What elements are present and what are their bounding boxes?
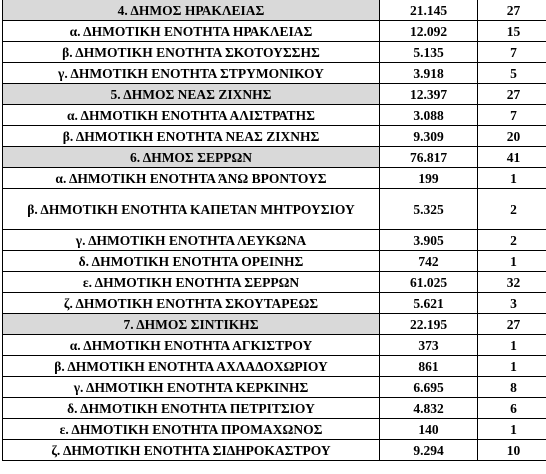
- unit-name-cell: β. ΔΗΜΟΤΙΚΗ ΕΝΟΤΗΤΑ ΝΕΑΣ ΖΙΧΝΗΣ: [3, 126, 380, 147]
- population-cell: 61.025: [380, 272, 478, 293]
- seats-cell: 2: [478, 189, 546, 230]
- unit-name-cell: γ. ΔΗΜΟΤΙΚΗ ΕΝΟΤΗΤΑ ΚΕΡΚΙΝΗΣ: [3, 377, 380, 398]
- table-row: [3, 293, 546, 314]
- table-row: [3, 440, 546, 461]
- municipality-name-cell: 7. ΔΗΜΟΣ ΣΙΝΤΙΚΗΣ: [3, 314, 380, 335]
- seats-cell: 6: [478, 398, 546, 419]
- table-row: [3, 42, 546, 63]
- seats-cell: 5: [478, 63, 546, 84]
- unit-name-cell: δ. ΔΗΜΟΤΙΚΗ ΕΝΟΤΗΤΑ ΟΡΕΙΝΗΣ: [3, 251, 380, 272]
- population-cell: 6.695: [380, 377, 478, 398]
- unit-name-cell: γ. ΔΗΜΟΤΙΚΗ ΕΝΟΤΗΤΑ ΛΕΥΚΩΝΑ: [3, 230, 380, 251]
- population-cell: 21.145: [380, 0, 478, 21]
- population-cell: 742: [380, 251, 478, 272]
- municipal-seats-table: [2, 0, 546, 461]
- seats-cell: 7: [478, 42, 546, 63]
- seats-cell: 41: [478, 147, 546, 168]
- unit-name-cell: γ. ΔΗΜΟΤΙΚΗ ΕΝΟΤΗΤΑ ΣΤΡΥΜΟΝΙΚΟΥ: [3, 63, 380, 84]
- population-cell: 9.294: [380, 440, 478, 461]
- unit-name-cell: β. ΔΗΜΟΤΙΚΗ ΕΝΟΤΗΤΑ ΣΚΟΤΟΥΣΣΗΣ: [3, 42, 380, 63]
- seats-cell: 1: [478, 419, 546, 440]
- unit-name-cell: α. ΔΗΜΟΤΙΚΗ ΕΝΟΤΗΤΑ ΑΛΙΣΤΡΑΤΗΣ: [3, 105, 380, 126]
- seats-cell: 15: [478, 21, 546, 42]
- population-cell: 12.397: [380, 84, 478, 105]
- table-row: [3, 168, 546, 189]
- unit-name-cell: ε. ΔΗΜΟΤΙΚΗ ΕΝΟΤΗΤΑ ΠΡΟΜΑΧΩΝΟΣ: [3, 419, 380, 440]
- unit-name-cell: ε. ΔΗΜΟΤΙΚΗ ΕΝΟΤΗΤΑ ΣΕΡΡΩΝ: [3, 272, 380, 293]
- population-cell: 22.195: [380, 314, 478, 335]
- table-row: [3, 0, 546, 21]
- unit-name-cell: ζ. ΔΗΜΟΤΙΚΗ ΕΝΟΤΗΤΑ ΣΚΟΥΤΑΡΕΩΣ: [3, 293, 380, 314]
- table-row: [3, 335, 546, 356]
- table-row: [3, 356, 546, 377]
- seats-cell: 20: [478, 126, 546, 147]
- unit-name-cell: β. ΔΗΜΟΤΙΚΗ ΕΝΟΤΗΤΑ ΑΧΛΑΔΟΧΩΡΙΟΥ: [3, 356, 380, 377]
- table-row: [3, 419, 546, 440]
- municipality-name-cell: 5. ΔΗΜΟΣ ΝΕΑΣ ΖΙΧΝΗΣ: [3, 84, 380, 105]
- population-cell: 3.918: [380, 63, 478, 84]
- seats-cell: 8: [478, 377, 546, 398]
- seats-cell: 10: [478, 440, 546, 461]
- unit-name-cell: β. ΔΗΜΟΤΙΚΗ ΕΝΟΤΗΤΑ ΚΑΠΕΤΑΝ ΜΗΤΡΟΥΣΙΟΥ: [3, 189, 380, 230]
- seats-cell: 1: [478, 168, 546, 189]
- seats-cell: 32: [478, 272, 546, 293]
- seats-cell: 7: [478, 105, 546, 126]
- table-row: [3, 398, 546, 419]
- seats-cell: 27: [478, 84, 546, 105]
- table-row: [3, 84, 546, 105]
- table-row: [3, 251, 546, 272]
- table-row: [3, 230, 546, 251]
- unit-name-cell: α. ΔΗΜΟΤΙΚΗ ΕΝΟΤΗΤΑ ΗΡΑΚΛΕΙΑΣ: [3, 21, 380, 42]
- population-cell: 373: [380, 335, 478, 356]
- population-cell: 199: [380, 168, 478, 189]
- unit-name-cell: α. ΔΗΜΟΤΙΚΗ ΕΝΟΤΗΤΑ ΑΓΚΙΣΤΡΟΥ: [3, 335, 380, 356]
- table-row: [3, 147, 546, 168]
- table-row: [3, 272, 546, 293]
- population-cell: 5.135: [380, 42, 478, 63]
- table-row: [3, 314, 546, 335]
- population-cell: 76.817: [380, 147, 478, 168]
- unit-name-cell: ζ. ΔΗΜΟΤΙΚΗ ΕΝΟΤΗΤΑ ΣΙΔΗΡΟΚΑΣΤΡΟΥ: [3, 440, 380, 461]
- unit-name-cell: δ. ΔΗΜΟΤΙΚΗ ΕΝΟΤΗΤΑ ΠΕΤΡΙΤΣΙΟΥ: [3, 398, 380, 419]
- population-cell: 3.088: [380, 105, 478, 126]
- seats-cell: 3: [478, 293, 546, 314]
- table-row: [3, 63, 546, 84]
- population-cell: 140: [380, 419, 478, 440]
- seats-cell: 1: [478, 356, 546, 377]
- population-cell: 861: [380, 356, 478, 377]
- table-row: [3, 21, 546, 42]
- table-row: [3, 377, 546, 398]
- population-cell: 5.325: [380, 189, 478, 230]
- population-cell: 3.905: [380, 230, 478, 251]
- seats-cell: 1: [478, 335, 546, 356]
- population-cell: 4.832: [380, 398, 478, 419]
- seats-cell: 1: [478, 251, 546, 272]
- seats-cell: 27: [478, 0, 546, 21]
- table-body: [3, 0, 546, 461]
- population-cell: 9.309: [380, 126, 478, 147]
- municipality-name-cell: 6. ΔΗΜΟΣ ΣΕΡΡΩΝ: [3, 147, 380, 168]
- unit-name-cell: α. ΔΗΜΟΤΙΚΗ ΕΝΟΤΗΤΑ ΆΝΩ ΒΡΟΝΤΟΥΣ: [3, 168, 380, 189]
- seats-cell: 27: [478, 314, 546, 335]
- municipality-name-cell: 4. ΔΗΜΟΣ ΗΡΑΚΛΕΙΑΣ: [3, 0, 380, 21]
- table-row: [3, 105, 546, 126]
- seats-cell: 2: [478, 230, 546, 251]
- population-cell: 5.621: [380, 293, 478, 314]
- table-row: [3, 189, 546, 230]
- population-cell: 12.092: [380, 21, 478, 42]
- table-row: [3, 126, 546, 147]
